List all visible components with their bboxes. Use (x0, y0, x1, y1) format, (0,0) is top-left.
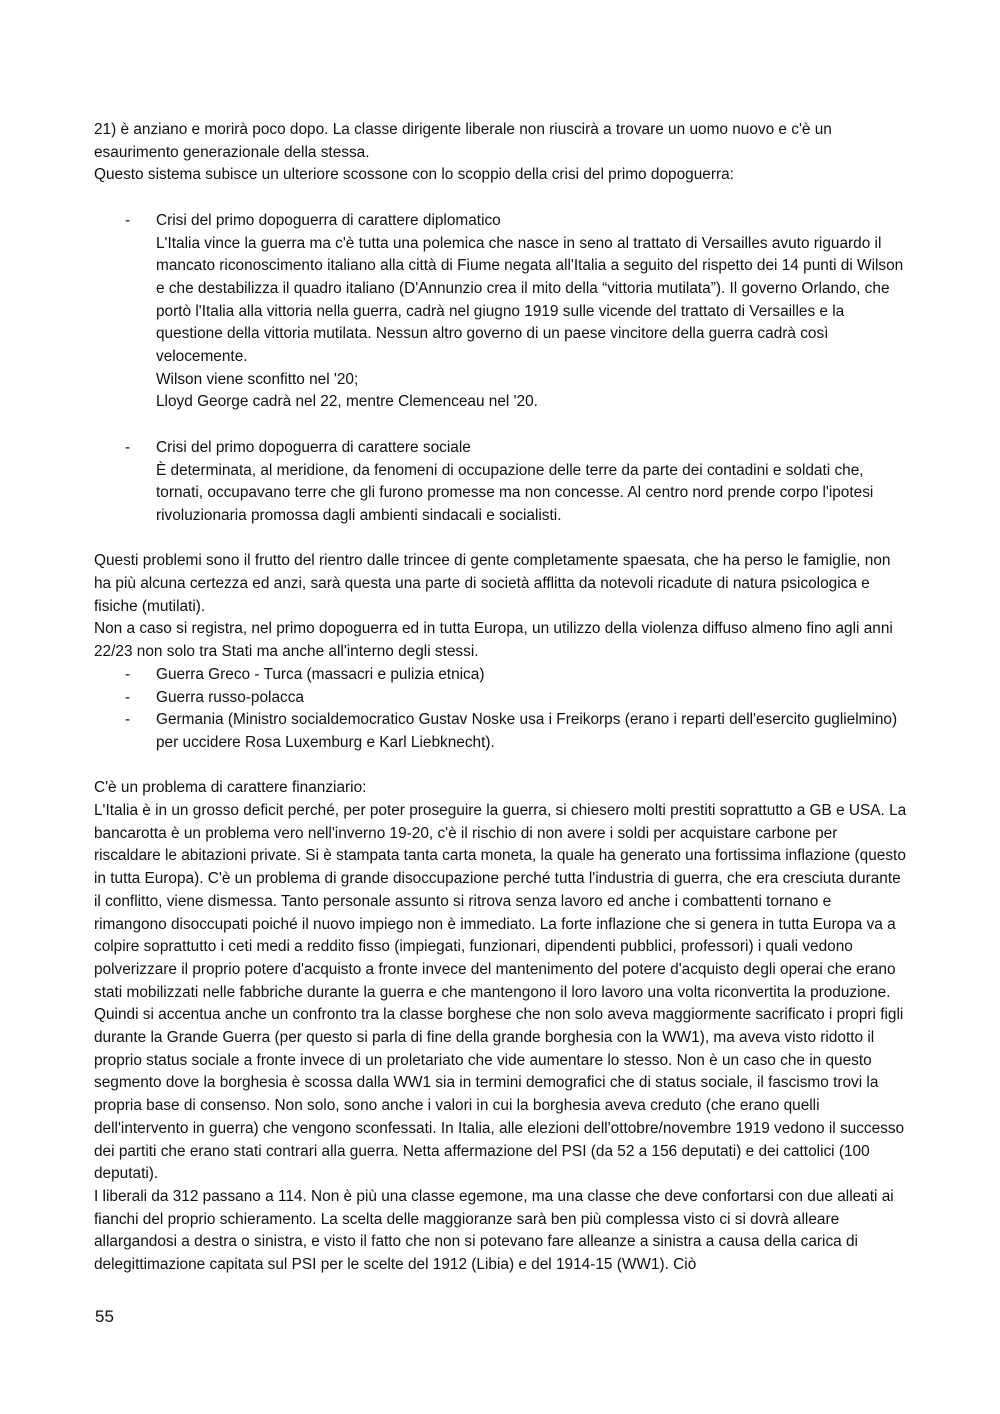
list-item (94, 437, 908, 528)
list-item-text: Lloyd George cadrà nel 22, mentre Clemenceau nel '20. (156, 393, 538, 411)
paragraph: Non a caso si registra, nel primo dopoguerra ed in tutta Europa, un utilizzo della violenza diffuso almeno fino agli anni 22/23 non solo tra Stati ma anche all'interno degli stessi. (94, 620, 893, 661)
intro-lead-in: Questo sistema subisce un ulteriore scossone con lo scoppio della crisi del primo dopoguerra: (94, 166, 734, 184)
intro-paragraph: 21) è anziano e morirà poco dopo. La classe dirigente liberale non riuscirà a trovare un uomo nuovo e c'è un esaurimento generazionale della stessa. (94, 121, 832, 161)
paragraph-heading: C'è un problema di carattere finanziario: (94, 779, 367, 797)
list-item (94, 687, 908, 710)
paragraph: I liberali da 312 passano a 114. Non è più una classe egemone, ma una classe che deve confortarsi con due alleati ai fianchi del proprio schieramento. La scelta delle maggioranze sarà ben più complessa visto ci si dovrà alleare allargandosi a destra o sinistra, e visto il fatto che non si potevano fare alleanze a sinistra a causa della carica di delegittimazione capitata sul PSI per le scelte del 1912 (Libia) e del 1914-15 (WW1). Ciò (94, 1187, 894, 1274)
dash-bullet: - (125, 711, 131, 729)
list-item-text: Germania (Ministro socialdemocratico Gustav Noske usa i Freikorps (erano i reparti dell'esercito guglielmino) per uccidere Rosa Luxemburg e Karl Liebknecht). (156, 711, 898, 751)
list-item (94, 709, 908, 754)
dash-bullet: - (125, 438, 131, 456)
dash-bullet: - (125, 688, 131, 706)
dash-bullet: - (125, 211, 131, 229)
spacer (94, 528, 908, 551)
violence-list (94, 664, 908, 755)
list-item (94, 664, 908, 687)
paragraph: L'Italia è in un grosso deficit perché, per poter proseguire la guerra, si chiesero molti prestiti soprattutto a GB e USA. La bancarotta è un problema vero nell'inverno 19-20, c'è il rischio di non avere i soldi per acquistare carbone per riscaldare le abitazioni private. Si è stampata tanta carta moneta, la quale ha generato una fortissima inflazione (questo in tutta Europa). C'è un problema di grande disoccupazione perché tutta l'industria di guerra, che era cresciuta durante il conflitto, viene dismessa. Tanto personale assunto si ritrova senza lavoro ed anche i combattenti tornano e rimangono disoccupati poiché il nuovo impiego non è immediato. La forte inflazione che si genera in tutta Europa va a colpire soprattutto i ceti medi a reddito fisso (impiegati, funzionari, dipendenti pubblici, professori) i quali vedono polverizzare il proprio potere d'acquisto a fronte invece del mantenimento del potere d'acquisto degli operai che erano stati mobilizzati nelle fabbriche durante la guerra e che mantengono il loro lavoro una volta riconvertita la produzione. Quindi si accentua anche un confronto tra la classe borghese che non solo aveva maggiormente sacrificato i propri figli durante la Grande Guerra (per questo si parla di fine della grande borghesia con la WW1), ma aveva visto ridotto il proprio status sociale a fronte invece di un proletariato che vide aumentare lo stesso. Non è un caso che in questo segmento dove la borghesia è scossa dalla WW1 sia in termini demografici che di status sociale, il fascismo trovi la propria base di consenso. Non solo, sono anche i valori in cui la borghesia aveva creduto (che erano quelli dell'intervento in guerra) che vengono sconfessati. In Italia, alle elezioni dell'ottobre/novembre 1919 vedono il successo dei partiti che erano stati contrari alla guerra. Netta affermazione del PSI (da 52 a 156 deputati) e dei cattolici (100 deputati). (94, 802, 907, 1183)
spacer (94, 414, 908, 437)
list-item (94, 210, 908, 414)
list-item-heading: Crisi del primo dopoguerra di carattere diplomatico (156, 211, 501, 229)
crisis-list (94, 210, 908, 528)
list-item-heading: Crisi del primo dopoguerra di carattere sociale (156, 438, 471, 456)
list-item-text: Guerra Greco - Turca (massacri e pulizia etnica) (156, 665, 485, 683)
paragraph: Questi problemi sono il frutto del rientro dalle trincee di gente completamente spaesata, che ha perso le famiglie, non ha più alcuna certezza ed anzi, sarà questa una parte di società afflitta da notevoli ricadute di natura psicologica e fisiche (mutilati). (94, 552, 891, 615)
list-item-text: L'Italia vince la guerra ma c'è tutta una polemica che nasce in seno al trattato di Versailles avuto riguardo il mancato riconoscimento italiano alla città di Fiume negata all'Italia a seguito del rispetto dei 14 punti di Wilson e che destabilizza il quadro italiano (D'Annunzio crea il mito della “vittoria mutilata”). Il governo Orlando, che portò l'Italia alla vittoria nella guerra, cadrà nel giugno 1919 sulle vicende del trattato di Versailles e la questione della vittoria mutilata. Nessun altro governo di un paese vincitore della guerra cadrà così velocemente. (156, 234, 904, 366)
page-number: 55 (95, 1307, 114, 1326)
dash-bullet: - (125, 665, 131, 683)
list-item-text: È determinata, al meridione, da fenomeni di occupazione delle terre da parte dei contadini e soldati che, tornati, occupavano terre che gli furono promesse ma non concesse. Al centro nord prende corpo l'ipotesi rivoluzionaria promossa dagli ambienti sindacali e socialisti. (156, 461, 874, 524)
list-item-text: Guerra russo-polacca (156, 688, 304, 706)
spacer (94, 187, 908, 210)
list-item-text: Wilson viene sconfitto nel '20; (156, 370, 359, 388)
spacer (94, 755, 908, 778)
page-body (94, 119, 908, 1277)
